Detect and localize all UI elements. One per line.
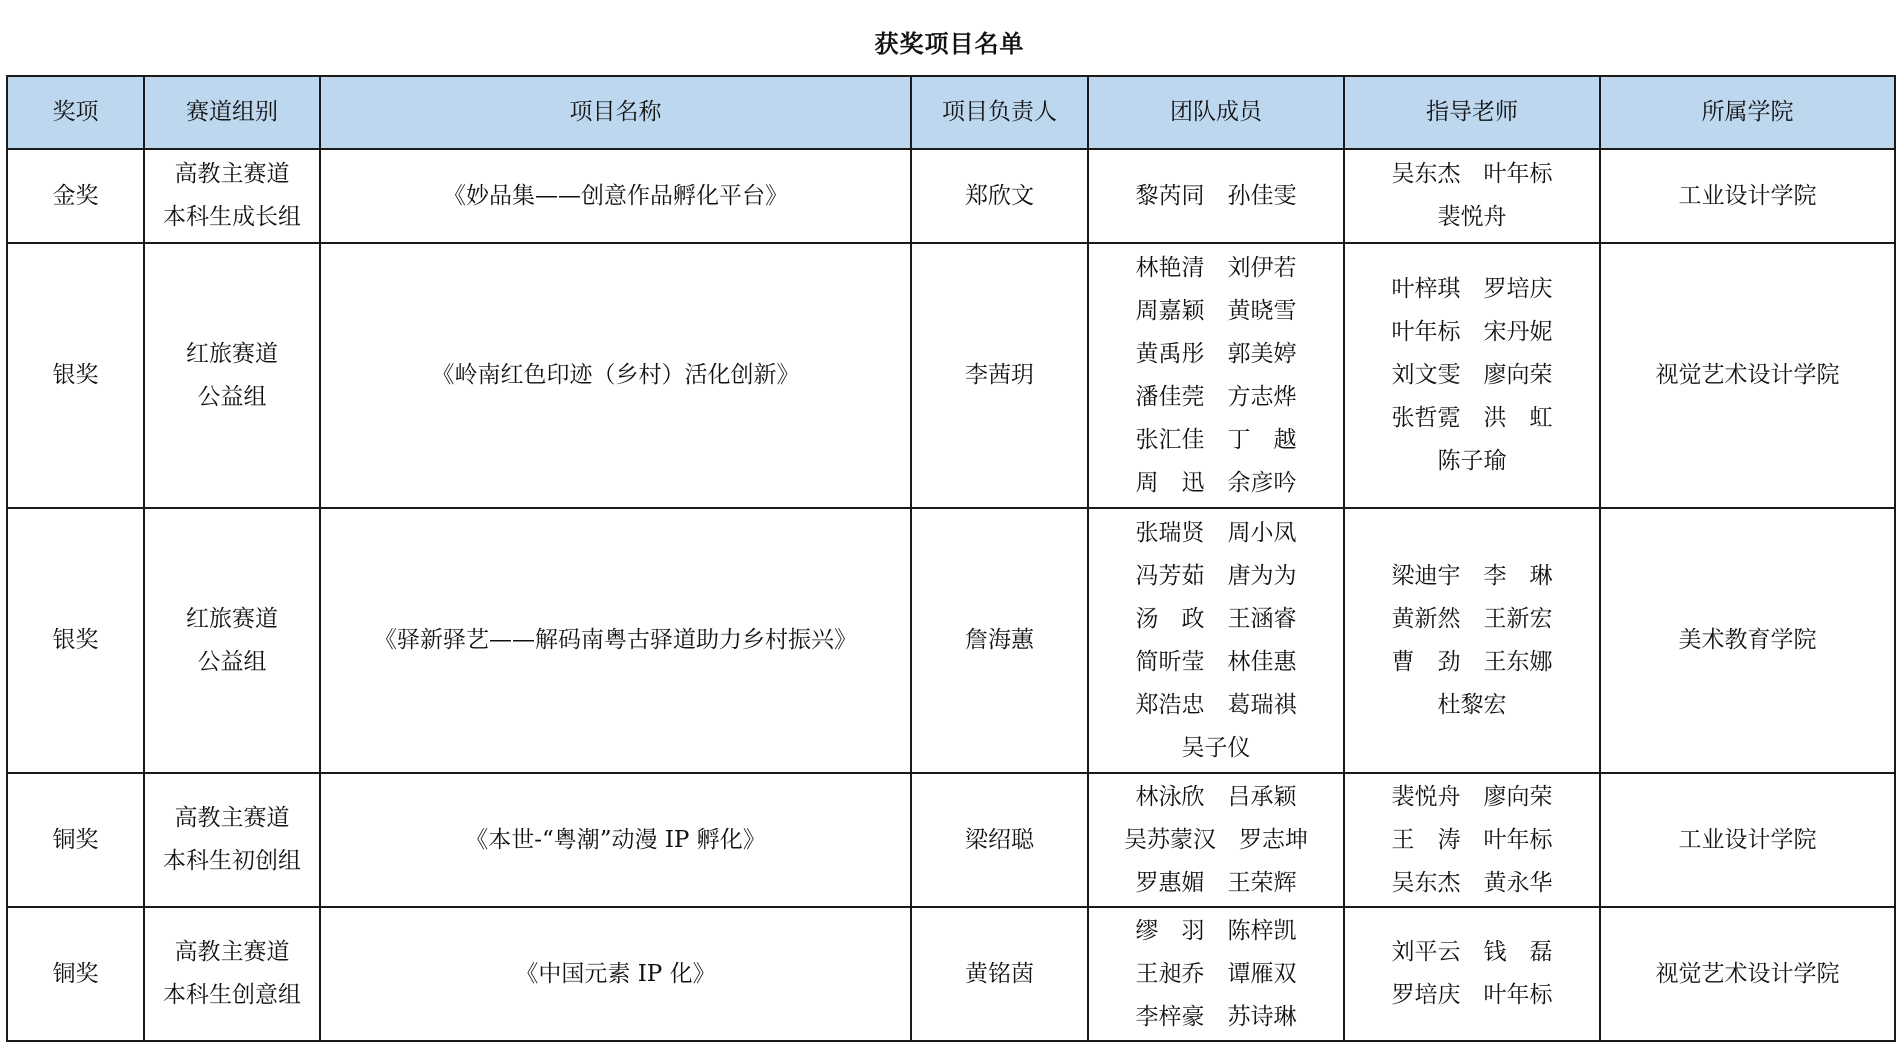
members-cell-line: 吴苏蒙汉 罗志坤 [1124,826,1308,853]
members-cell-line: 林泳欣 吕承颖 [1135,783,1297,810]
track-cell [144,508,320,773]
members-cell-line: 李梓豪 苏诗琳 [1135,1003,1297,1030]
college-cell: 美术教育学院 [1600,508,1895,773]
college-cell: 视觉艺术设计学院 [1600,243,1895,508]
project-cell: 《岭南红色印迹（乡村）活化创新》 [320,243,911,508]
advisors-cell-line: 梁迪宇 李 琳 [1391,562,1553,589]
header-award: 奖项 [7,76,144,149]
members-cell [1088,149,1344,243]
table-row [7,149,1895,243]
college-cell: 视觉艺术设计学院 [1600,907,1895,1041]
advisors-cell [1344,508,1600,773]
leader-cell: 詹海蕙 [911,508,1088,773]
project-cell: 《中国元素 IP 化》 [320,907,911,1041]
track-cell-line: 高教主赛道 [174,939,290,965]
header-project: 项目名称 [320,76,911,149]
advisors-cell-line: 裴悦舟 廖向荣 [1391,783,1553,810]
track-cell-line: 公益组 [197,648,267,675]
award-cell: 铜奖 [7,907,144,1041]
project-cell: 《驿新驿艺——解码南粤古驿道助力乡村振兴》 [320,508,911,773]
track-cell-line: 公益组 [197,383,267,410]
header-track: 赛道组别 [144,76,320,149]
header-members: 团队成员 [1088,76,1344,149]
advisors-cell-line: 杜黎宏 [1437,691,1507,718]
advisors-cell [1344,773,1600,907]
track-cell-line: 红旅赛道 [186,605,278,632]
project-cell: 《妙品集——创意作品孵化平台》 [320,149,911,243]
track-cell-line: 本科生初创组 [163,848,301,874]
table-row [7,508,1895,773]
leader-cell: 郑欣文 [911,149,1088,243]
award-table [6,75,1896,1042]
members-cell-line: 黄禹彤 郭美婷 [1135,340,1297,367]
members-cell-line: 汤 政 王涵睿 [1135,605,1297,632]
members-cell-line: 张汇佳 丁 越 [1135,426,1297,453]
header-advisors: 指导老师 [1344,76,1600,149]
header-college: 所属学院 [1600,76,1895,149]
advisors-cell-line: 王 涛 叶年标 [1391,826,1553,853]
members-cell [1088,243,1344,508]
members-cell-line: 简昕莹 林佳惠 [1135,648,1297,675]
leader-cell: 李茜玥 [911,243,1088,508]
advisors-cell-line: 罗培庆 叶年标 [1391,982,1553,1008]
header-leader: 项目负责人 [911,76,1088,149]
advisors-cell [1344,907,1600,1041]
members-cell-line: 吴子仪 [1181,734,1251,761]
track-cell-line: 红旅赛道 [186,340,278,367]
page-title: 获奖项目名单 [874,30,1025,58]
advisors-cell-line: 刘文雯 廖向荣 [1391,362,1553,388]
advisors-cell-line: 黄新然 王新宏 [1391,605,1553,632]
members-cell-line: 周嘉颖 黄晓雪 [1135,297,1297,324]
advisors-cell-line: 吴东杰 黄永华 [1391,869,1553,896]
members-cell-line: 冯芳茹 唐为为 [1135,562,1297,589]
college-cell: 工业设计学院 [1600,773,1895,907]
track-cell-line: 高教主赛道 [174,161,290,187]
advisors-cell-line: 刘平云 钱 磊 [1391,939,1553,965]
advisors-cell-line: 叶年标 宋丹妮 [1391,319,1553,345]
project-cell: 《本世-“粤潮”动漫 IP 孵化》 [320,773,911,907]
track-cell [144,149,320,243]
track-cell-line: 本科生成长组 [163,204,301,230]
members-cell [1088,773,1344,907]
members-cell-line: 潘佳莞 方志烨 [1135,383,1297,410]
table-row [7,907,1895,1041]
members-cell-line: 缪 羽 陈梓凯 [1135,917,1297,944]
college-cell: 工业设计学院 [1600,149,1895,243]
members-cell-line: 周 迅 余彦吟 [1135,469,1297,496]
members-cell-line: 黎芮同 孙佳雯 [1135,182,1297,209]
award-cell: 铜奖 [7,773,144,907]
advisors-cell-line: 张哲霓 洪 虹 [1391,405,1553,431]
table-row [7,243,1895,508]
award-cell: 银奖 [7,243,144,508]
members-cell [1088,907,1344,1041]
track-cell [144,907,320,1041]
advisors-cell-line: 曹 劲 王东娜 [1391,648,1553,675]
leader-cell: 梁绍聪 [911,773,1088,907]
award-cell: 金奖 [7,149,144,243]
advisors-cell-line: 叶梓琪 罗培庆 [1391,276,1553,302]
track-cell [144,243,320,508]
members-cell-line: 王昶乔 谭雁双 [1135,960,1297,987]
members-cell [1088,508,1344,773]
leader-cell: 黄铭茵 [911,907,1088,1041]
advisors-cell-line: 裴悦舟 [1437,204,1507,230]
members-cell-line: 郑浩忠 葛瑞祺 [1135,691,1297,718]
advisors-cell-line: 吴东杰 叶年标 [1391,161,1553,187]
advisors-cell-line: 陈子瑜 [1437,448,1507,474]
track-cell [144,773,320,907]
members-cell-line: 张瑞贤 周小凤 [1135,519,1297,546]
members-cell-line: 罗惠媚 王荣辉 [1135,869,1297,896]
table-header-row [7,76,1895,149]
members-cell-line: 林艳清 刘伊若 [1135,254,1297,281]
track-cell-line: 高教主赛道 [174,805,290,831]
table-row [7,773,1895,907]
track-cell-line: 本科生创意组 [163,982,301,1008]
advisors-cell [1344,149,1600,243]
advisors-cell [1344,243,1600,508]
award-cell: 银奖 [7,508,144,773]
